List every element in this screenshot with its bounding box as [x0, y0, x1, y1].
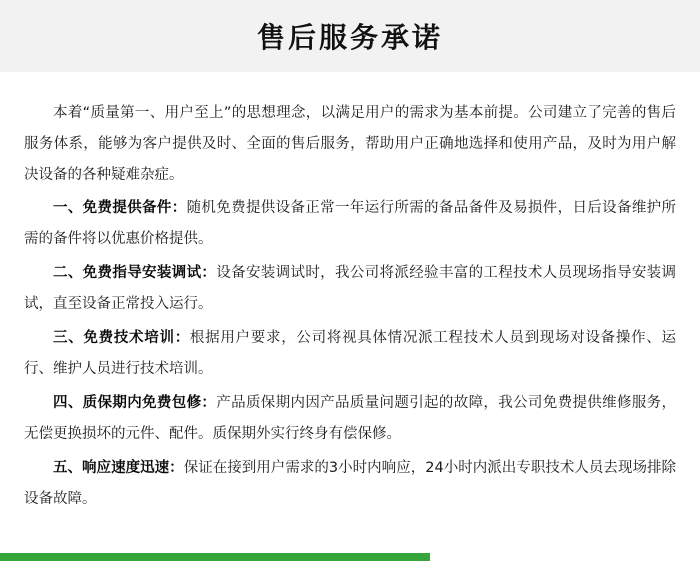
commitment-item-3 — [24, 323, 676, 385]
commitment-item-4-text: 产品质保期内因产品质量问题引起的故障，我公司免费提供维修服务，无偿更换损坏的元件、配件。质保期外实行终身有偿保修。 — [24, 395, 677, 442]
commitment-item-4-lead: 四、质保期内免费包修： — [53, 395, 217, 411]
footer-accent-area — [0, 553, 700, 563]
commitment-item-5-lead: 五、响应速度迅速： — [53, 460, 184, 476]
commitment-item-2 — [24, 258, 676, 320]
page-title: 售后服务承诺 — [256, 21, 443, 54]
commitment-item-3-lead: 三、免费技术培训： — [53, 330, 190, 346]
commitment-item-4 — [24, 388, 676, 450]
commitment-item-3-text: 根据用户要求，公司将视具体情况派工程技术人员到现场对设备操作、运行、维护人员进行技术培训。 — [24, 330, 677, 377]
title-banner — [0, 0, 700, 72]
green-accent-bar — [0, 553, 430, 561]
commitment-item-5 — [24, 453, 676, 515]
commitment-item-1-text: 随机免费提供设备正常一年运行所需的备品备件及易损件，日后设备维护所需的备件将以优惠价格提供。 — [24, 200, 677, 247]
commitment-item-2-text: 设备安装调试时，我公司将派经验丰富的工程技术人员现场指导安装调试，直至设备正常投入运行。 — [24, 265, 677, 312]
intro-paragraph: 本着“质量第一、用户至上”的思想理念，以满足用户的需求为基本前提。公司建立了完善的售后服务体系，能够为客户提供及时、全面的售后服务，帮助用户正确地选择和使用产品，及时为用户解决设备的各种疑难杂症。 — [24, 105, 676, 183]
document-body — [0, 72, 700, 515]
commitment-item-2-lead: 二、免费指导安装调试： — [53, 265, 217, 281]
commitment-item-5-text: 保证在接到用户需求的3小时内响应，24小时内派出专职技术人员去现场排除设备故障。 — [24, 460, 676, 507]
commitment-item-1-lead: 一、免费提供备件： — [53, 200, 187, 216]
commitment-item-1 — [24, 193, 676, 255]
